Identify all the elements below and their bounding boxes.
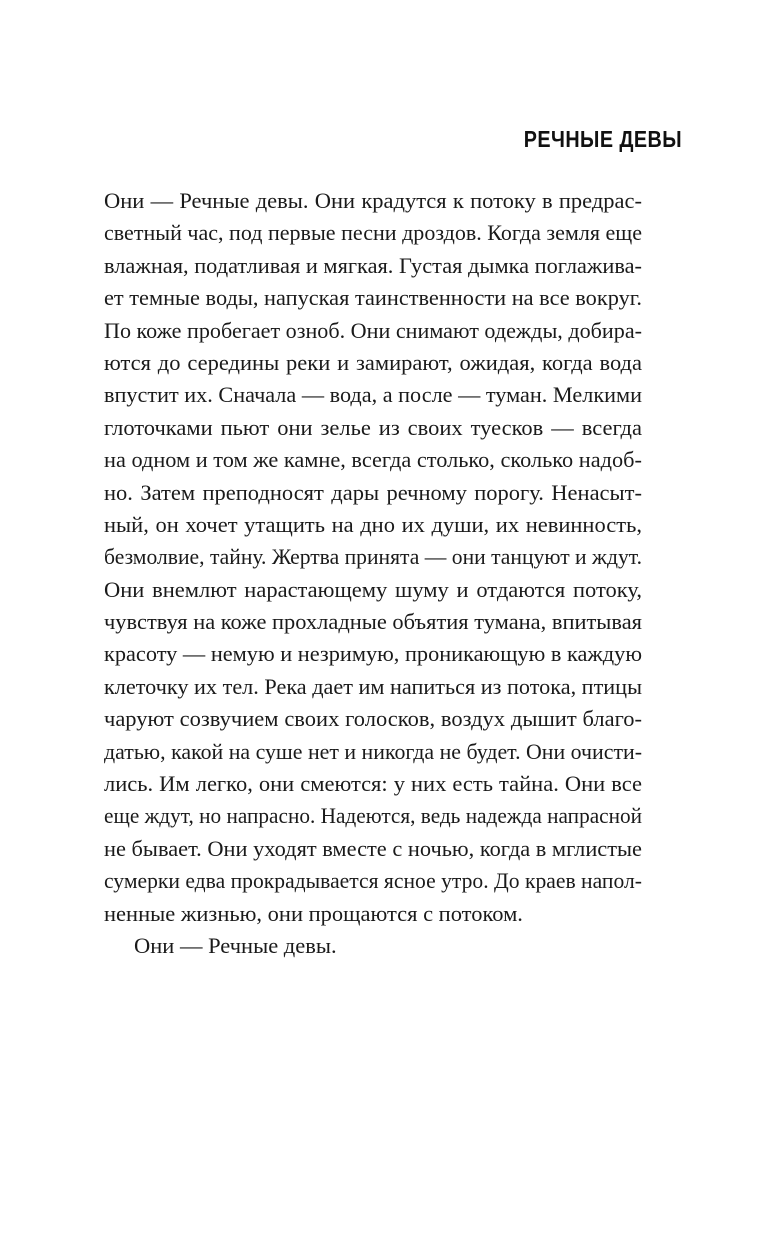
- text-line: клеточку их тел. Река дает им напиться из потока, птицы: [104, 673, 643, 699]
- text-line: датью, какой на суше нет и никогда не будет. Они очисти-: [104, 738, 643, 764]
- text-line: не бывает. Они уходят вместе с ночью, когда в мглистые: [104, 835, 642, 861]
- text-line: красоту — немую и незримую, проникающую в каждую: [104, 641, 643, 667]
- text-line: ет темные воды, напуская таинственности на все вокруг.: [104, 285, 642, 311]
- running-title: РЕЧНЫЕ ДЕВЫ: [523, 126, 682, 152]
- text-line: глоточками пьют они зелье из своих туесков — всегда: [104, 414, 642, 440]
- closing-paragraph: Они — Речные девы.: [134, 932, 337, 958]
- text-line: По коже пробегает озноб. Они снимают одежды, добира-: [104, 317, 643, 343]
- text-line: впустит их. Сначала — вода, а после — туман. Мелкими: [104, 382, 642, 408]
- text-line: чувствуя на коже прохладные объятия тумана, впитывая: [104, 609, 643, 635]
- text-line: лись. Им легко, они смеются: у них есть тайна. Они все: [104, 771, 642, 797]
- text-line: но. Затем преподносят дары речному порогу. Ненасыт-: [104, 479, 642, 505]
- text-line: на одном и том же камне, всегда столько, сколько надоб-: [104, 447, 642, 473]
- text-line: ный, он хочет утащить на дно их души, их невинность,: [104, 511, 642, 537]
- text-line: безмолвие, тайну. Жертва принята — они танцуют и ждут.: [104, 544, 642, 570]
- text-line: Они — Речные девы. Они крадутся к потоку в предрас-: [104, 188, 642, 213]
- text-line: еще ждут, но напрасно. Надеются, ведь надежда напрасной: [104, 803, 643, 829]
- text-line: ются до середины реки и замирают, ожидая, когда вода: [104, 349, 642, 375]
- text-line: сумерки едва прокрадывается ясное утро. До краев напол-: [104, 868, 643, 894]
- text-line: Они внемлют нарастающему шуму и отдаются потоку,: [104, 576, 642, 602]
- text-line: влажная, податливая и мягкая. Густая дымка поглажива-: [104, 252, 643, 278]
- text-line: чаруют созвучием своих голосков, воздух дышит благо-: [104, 706, 642, 732]
- body-text: [104, 185, 642, 962]
- text-line: светный час, под первые песни дроздов. Когда земля еще: [104, 220, 643, 246]
- text-line: ненные жизнью, они прощаются с потоком.: [104, 900, 523, 926]
